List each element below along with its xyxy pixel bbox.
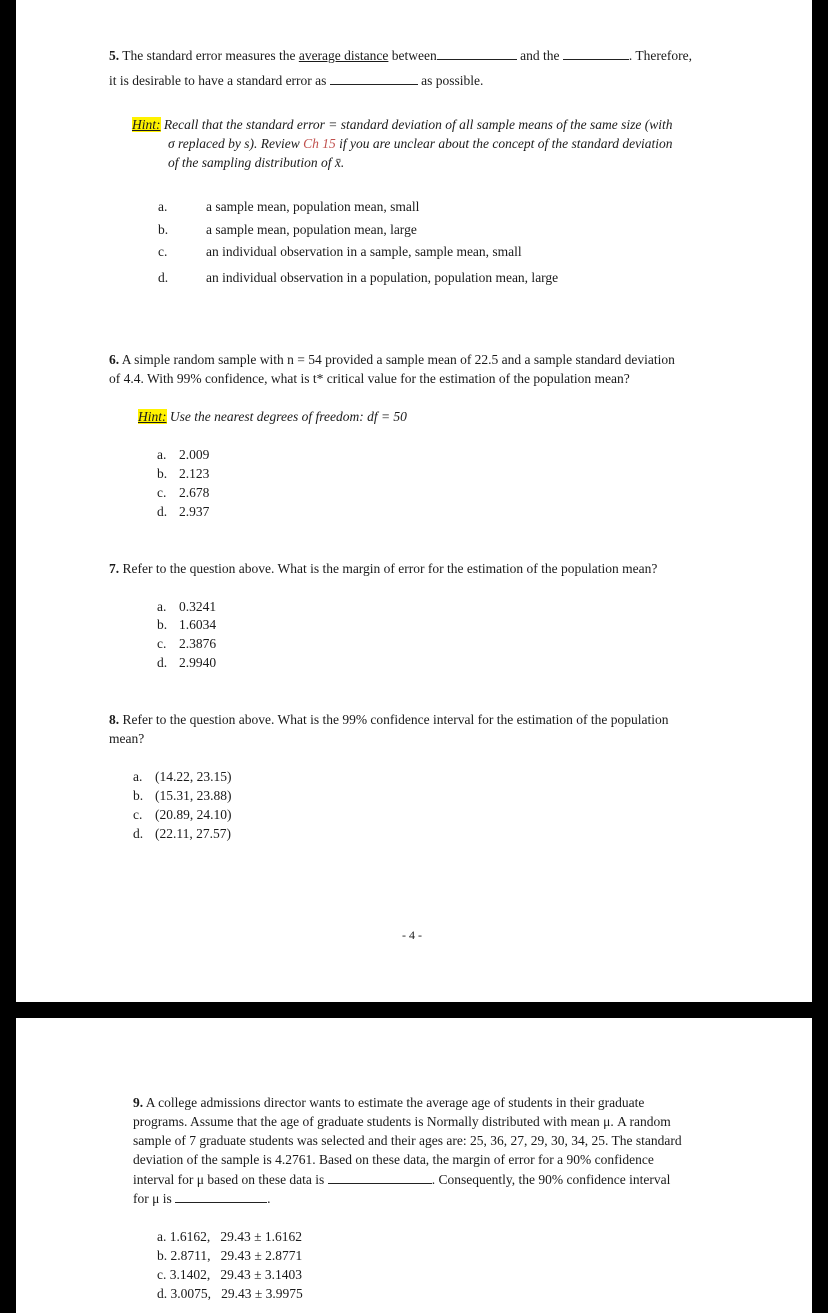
q8-option-d [133, 824, 231, 843]
q7-option-c [157, 634, 216, 653]
q8-text-line1: Refer to the question above. What is the 99% confidence interval for the estimation of the population [122, 712, 669, 727]
q5-number: 5. [109, 48, 120, 63]
q7-option-a [157, 597, 216, 616]
q5-option-b [158, 220, 417, 239]
q5-option-a [158, 197, 419, 216]
q5-blank-2 [563, 47, 629, 60]
document-page-5 [16, 1018, 812, 1313]
q9-option-c-text: 3.1402, 29.43 ± 3.1403 [169, 1267, 303, 1282]
q9-text-line4: deviation of the sample is 4.2761. Based on these data, the margin of error for a 90% confidence [133, 1152, 654, 1167]
q6-option-d-label: d. [157, 504, 168, 519]
q8-option-b-text: (15.31, 23.88) [155, 788, 232, 803]
q5-option-b-label: b. [158, 222, 169, 237]
q9-option-b [157, 1246, 302, 1265]
page-number: - 4 - [402, 928, 422, 942]
q6-option-c-label: c. [157, 485, 167, 500]
q8-option-d-text: (22.11, 27.57) [155, 826, 231, 841]
q8-line1 [109, 710, 668, 729]
q9-line6 [133, 1189, 270, 1208]
q6-line2 [109, 369, 630, 388]
q9-line3 [133, 1131, 682, 1150]
q5-hint-label: Hint: [132, 117, 161, 132]
q5-option-c-label: c. [158, 244, 168, 259]
q5-hint-line1 [132, 115, 672, 134]
q9-option-b-label: b. [157, 1248, 168, 1263]
q7-option-d [157, 653, 216, 672]
q8-text-line2: mean? [109, 731, 145, 746]
q5-option-b-text: a sample mean, population mean, large [206, 222, 417, 237]
q5-text-c: and the [520, 48, 560, 63]
q6-option-c-text: 2.678 [179, 485, 210, 500]
q7-option-c-label: c. [157, 636, 167, 651]
q7-option-c-text: 2.3876 [179, 636, 217, 651]
q7-option-a-label: a. [157, 599, 167, 614]
q8-option-c-label: c. [133, 807, 143, 822]
q5-text-a: The standard error measures the [122, 48, 296, 63]
q7-option-a-text: 0.3241 [179, 599, 217, 614]
q9-option-b-text: 2.8711, 29.43 ± 2.8771 [170, 1248, 303, 1263]
q5-text-line2b: as possible. [421, 73, 484, 88]
q5-text-line2a: it is desirable to have a standard error as [109, 73, 327, 88]
q5-hint-text1: Recall that the standard error = standard deviation of all sample means of the same size (with [163, 117, 673, 132]
q5-blank-3 [330, 72, 418, 85]
q9-text-line3: sample of 7 graduate students was selected and their ages are: 25, 36, 27, 29, 30, 34, 25. The standard [133, 1133, 682, 1148]
q7-option-b-label: b. [157, 617, 168, 632]
q9-text-line6a: for μ is [133, 1191, 172, 1206]
q9-option-d [157, 1284, 303, 1303]
q6-option-a [157, 445, 209, 464]
q5-option-c [158, 242, 522, 261]
q8-option-c [133, 805, 232, 824]
q5-option-d-label: d. [158, 270, 169, 285]
q9-line4 [133, 1150, 654, 1169]
q6-line1 [109, 350, 675, 369]
q5-option-a-label: a. [158, 199, 168, 214]
q9-option-a [157, 1227, 302, 1246]
q6-option-d-text: 2.937 [179, 504, 210, 519]
q5-hint-text2b: if you are unclear about the concept of the standard deviation [339, 136, 673, 151]
q9-text-line6b: . [267, 1191, 271, 1206]
q9-text-line1: A college admissions director wants to estimate the average age of students in their graduate [145, 1095, 645, 1110]
q9-option-d-text: 3.0075, 29.43 ± 3.9975 [170, 1286, 303, 1301]
q9-line2 [133, 1112, 671, 1131]
document-page-4 [16, 0, 812, 1002]
q7-option-d-text: 2.9940 [179, 655, 217, 670]
q8-option-c-text: (20.89, 24.10) [155, 807, 232, 822]
q6-option-d [157, 502, 209, 521]
q8-option-a-text: (14.22, 23.15) [155, 769, 232, 784]
q9-option-c [157, 1265, 302, 1284]
q8-option-a-label: a. [133, 769, 143, 784]
q9-line5 [133, 1170, 670, 1189]
q7-option-d-label: d. [157, 655, 168, 670]
q9-option-a-text: 1.6162, 29.43 ± 1.6162 [169, 1229, 303, 1244]
q9-blank-2 [175, 1190, 267, 1203]
q8-option-a [133, 767, 232, 786]
q8-option-b-label: b. [133, 788, 144, 803]
q6-text-line2: of 4.4. With 99% confidence, what is t* critical value for the estimation of the population mean? [109, 371, 630, 386]
q5-blank-1 [437, 47, 517, 60]
q5-hint-text3: of the sampling distribution of x̄. [168, 155, 345, 170]
q6-option-a-label: a. [157, 447, 167, 462]
q9-number: 9. [133, 1095, 144, 1110]
q5-option-d-text: an individual observation in a population, population mean, large [206, 270, 559, 285]
q9-option-a-label: a. [157, 1229, 167, 1244]
q5-option-c-text: an individual observation in a sample, sample mean, small [206, 244, 522, 259]
q5-hint-line2 [168, 134, 673, 153]
q5-hint-text2a: σ replaced by s). Review [168, 136, 300, 151]
q9-option-d-label: d. [157, 1286, 168, 1301]
q5-hint-link-ch15[interactable]: Ch 15 [303, 136, 336, 151]
q8-line2 [109, 729, 144, 748]
q6-option-b-label: b. [157, 466, 168, 481]
q8-number: 8. [109, 712, 120, 727]
q6-option-c [157, 483, 209, 502]
q9-text-line2: programs. Assume that the age of graduate students is Normally distributed with mean μ. A random [133, 1114, 671, 1129]
q8-option-b [133, 786, 232, 805]
q5-line2 [109, 71, 483, 90]
q6-number: 6. [109, 352, 120, 367]
q8-option-d-label: d. [133, 826, 144, 841]
q6-option-a-text: 2.009 [179, 447, 210, 462]
q7-text: Refer to the question above. What is the margin of error for the estimation of the population mean? [122, 561, 658, 576]
q9-text-line5a: interval for μ based on these data is [133, 1172, 325, 1187]
q6-hint-label: Hint: [138, 409, 167, 424]
q5-line1 [109, 46, 692, 65]
q5-hint-line3 [168, 153, 344, 172]
q5-option-d [158, 268, 558, 287]
q9-text-line5b: . Consequently, the 90% confidence interval [431, 1172, 671, 1187]
q5-text-b: between [391, 48, 437, 63]
q5-underlined-phrase: average distance [298, 48, 389, 63]
q7-option-b [157, 615, 216, 634]
q7-number: 7. [109, 561, 120, 576]
q5-option-a-text: a sample mean, population mean, small [206, 199, 420, 214]
q5-text-d: . Therefore, [628, 48, 692, 63]
q7-line1 [109, 559, 657, 578]
q7-option-b-text: 1.6034 [179, 617, 217, 632]
q6-option-b-text: 2.123 [179, 466, 210, 481]
q6-text-line1: A simple random sample with n = 54 provided a sample mean of 22.5 and a sample standard deviation [121, 352, 675, 367]
q6-hint-text: Use the nearest degrees of freedom: df = 50 [169, 409, 407, 424]
q9-line1 [133, 1093, 644, 1112]
q6-hint [138, 407, 407, 426]
q9-option-c-label: c. [157, 1267, 167, 1282]
q9-blank-1 [328, 1171, 432, 1184]
q6-option-b [157, 464, 209, 483]
